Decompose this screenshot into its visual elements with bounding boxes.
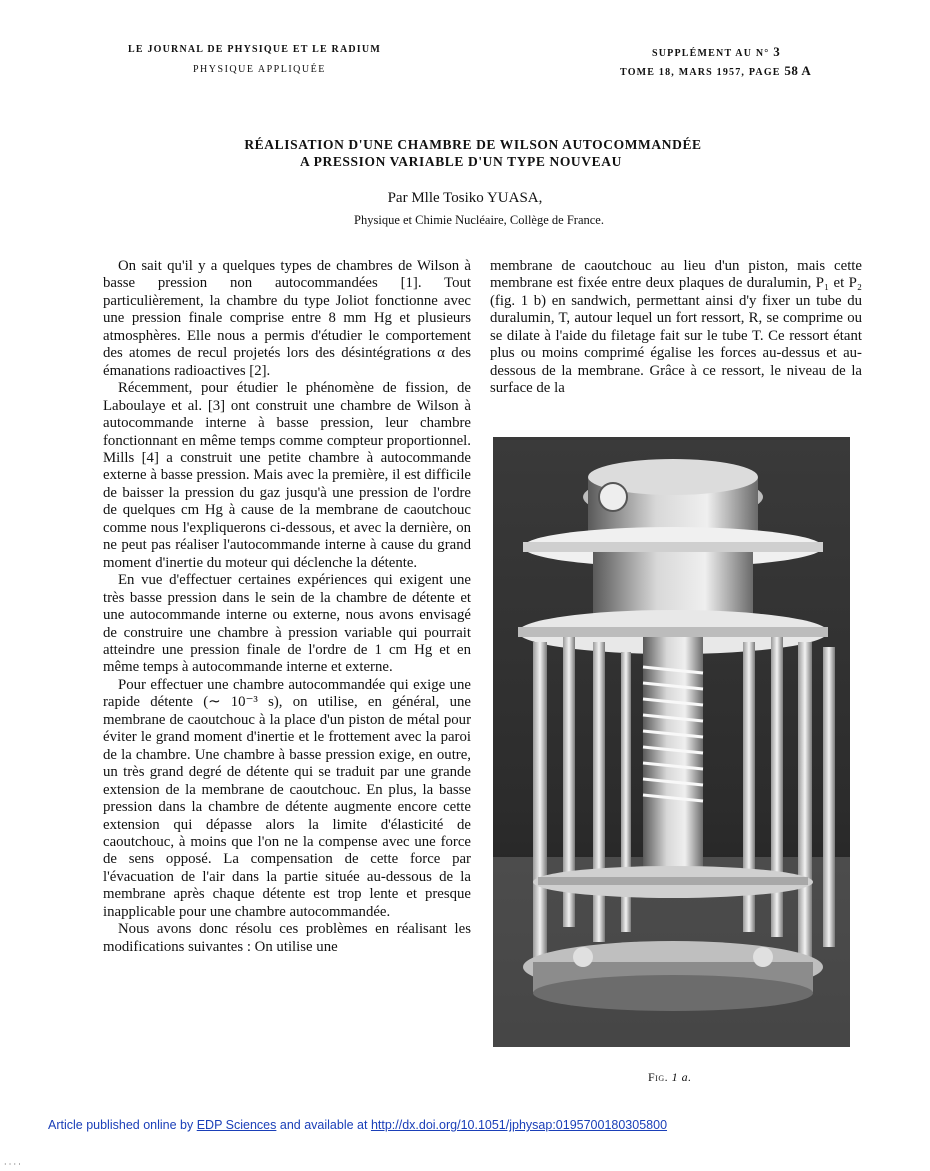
supplement-label — [652, 44, 780, 60]
article-title-line1: RÉALISATION D'UNE CHAMBRE DE WILSON AUTOCOMMANDÉE — [244, 137, 702, 152]
article-title-line2: A PRESSION VARIABLE D'UN TYPE NOUVEAU — [300, 154, 622, 169]
wilson-chamber-photo — [493, 437, 850, 1047]
journal-section: PHYSIQUE APPLIQUÉE — [193, 64, 326, 75]
edp-sciences-link[interactable]: EDP Sciences — [196, 1118, 277, 1132]
tome-label — [620, 63, 811, 79]
journal-name: LE JOURNAL DE PHYSIQUE ET LE RADIUM — [128, 44, 381, 55]
paragraph: Nous avons donc résolu ces problèmes en réalisant les modifications suivantes : On utilise une — [103, 921, 471, 955]
footer-text: Article published online by — [48, 1118, 194, 1132]
left-column — [103, 258, 471, 956]
paragraph: En vue d'effectuer certaines expériences qui exigent une très basse pression dans le sein de la chambre de détente et une autocommande interne ou externe, nous avons envisagé de construire une chambre à pression variable qui pourrait atteindre une pression finale de l'ordre de 1 cm Hg et en même temps à autocommande interne et externe. — [103, 572, 471, 676]
tome-prefix: TOME — [620, 67, 656, 78]
tome-text: 18, MARS 1957, PAGE — [658, 67, 781, 78]
author-line: Par Mlle Tosiko YUASA, — [387, 190, 543, 206]
apparatus-photo — [493, 437, 850, 1047]
footer-text: and available at — [279, 1118, 368, 1132]
paragraph: On sait qu'il y a quelques types de chambres de Wilson à basse pression non autocommandées [1]. Tout particulièrement, la chambre du type Joliot fonctionne avec une pression finale comprise entre 8 mm Hg et plusieurs atmosphères. Elle nous a permis d'étudier le comportement des atomes de recul projetés lors des désintégrations α des émanations radioactives [2]. — [103, 258, 471, 379]
publication-footer — [48, 1118, 667, 1132]
supplement-prefix: SUPPLÉMENT AU N° — [652, 48, 770, 59]
right-column — [490, 258, 862, 398]
caption-prefix: Fig. — [648, 1070, 669, 1084]
supplement-number: 3 — [773, 44, 781, 59]
paragraph: Pour effectuer une chambre autocommandée qui exige une rapide détente (∼ 10⁻³ s), on utilise, en général, une membrane de caoutchouc à la place d'un piston de métal pour éviter le grand moment d'inertie et le frottement avec la paroi de la chambre. Une chambre à basse pression exige, en outre, un très grand degré de détente qui se traduit par une grande extension de la membrane de caoutchouc. En plus, la basse pression dans la chambre de détente augmente encore cette extension qui dépasse alors la limite d'élasticité de caoutchouc, à moins que l'on ne la compense avec une force de sens opposé. La compensation de cette force par l'évacuation de l'air dans la partie située au-dessous de la membrane après chaque détente est trop lente et presque inapplicable pour une chambre autocommandée. — [103, 676, 471, 920]
paragraph: membrane de caoutchouc au lieu d'un piston, mais cette membrane est fixée entre deux plaques de duralumin, P₁ et P₂ (fig. 1 b) en sandwich, permettant ainsi d'y fixer un tube du duralumin, T, autour lequel un fort ressort, R, se comprime ou se dilate à l'aide du filetage fait sur le tube T. Ce ressort étant plus ou moins comprimé égalise les forces au-dessus et au-dessous de la membrane. Grâce à ce ressort, le niveau de la surface de la — [490, 258, 862, 397]
scan-artifact: ⋅ ⋅ ⋅ ⋅ — [4, 1160, 21, 1169]
affiliation: Physique et Chimie Nucléaire, Collège de France. — [354, 213, 604, 227]
doi-link[interactable]: http://dx.doi.org/10.1051/jphysap:0195700180305800 — [370, 1118, 668, 1132]
figure-caption — [648, 1070, 692, 1085]
caption-label: 1 a. — [671, 1070, 692, 1084]
page-number: 58 A — [784, 63, 812, 78]
paragraph: Récemment, pour étudier le phénomène de fission, de Laboulaye et al. [3] ont construit une chambre de Wilson à autocommande interne à basse pression, leur chambre fonctionnant en même temps comme compteur proportionnel. Mills [4] a construit une petite chambre à autocommande externe à basse pression. Mais avec la première, il est difficile de baisser la pression du gaz jusqu'à une pression de l'ordre de quelques cm Hg à cause de la membrane de caoutchouc comme nous l'expliquerons ci-dessous, et avec la dernière, on ne peut pas réaliser l'autocommande interne à cause du grand moment d'inertie du moteur qui déclenche la détente. — [103, 380, 471, 571]
